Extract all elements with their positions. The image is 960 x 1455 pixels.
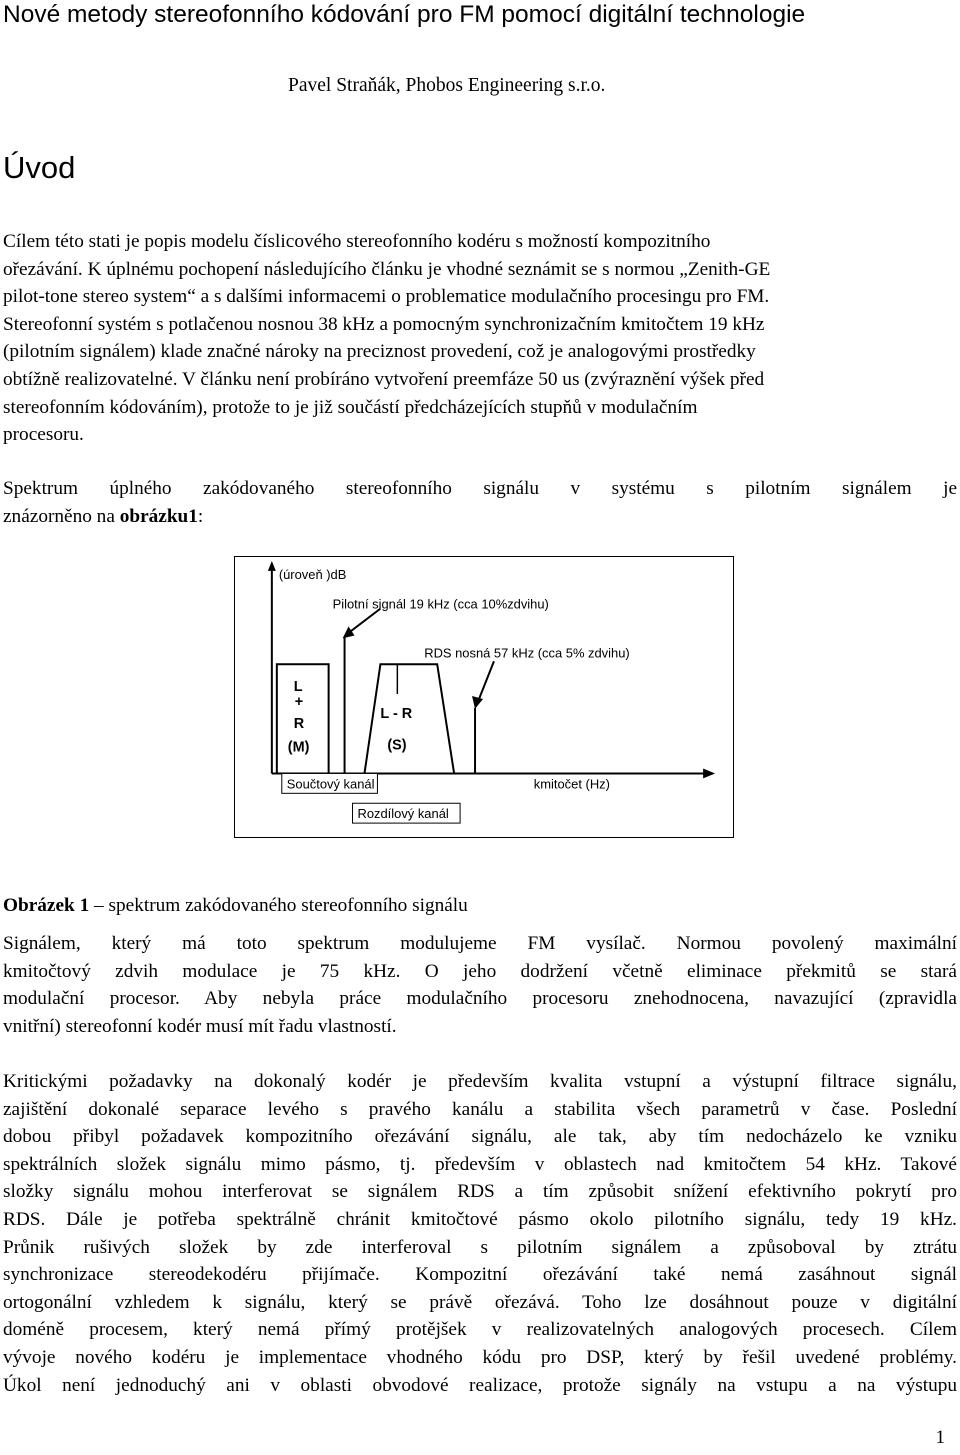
text-line: pilot-tone stereo system“ a s dalšími informacemi o problematice modulačního procesingu pro FM. bbox=[3, 286, 770, 308]
m-label: (M) bbox=[287, 739, 310, 756]
sum-l-label: L bbox=[293, 679, 303, 696]
text-line: Kritickými požadavky na dokonalý kodér je především kvalita vstupní a výstupní filtrace signálu, bbox=[3, 1071, 957, 1092]
text-line: Spektrum úplného zakódovaného stereofonního signálu v systému s pilotním signálem je bbox=[3, 478, 957, 499]
text-line: synchronizace stereodekodéru přijímače. Kompozitní ořezávání také nemá zasáhnout signál bbox=[3, 1264, 957, 1286]
figure-reference: obrázku1 bbox=[119, 505, 198, 527]
text-line: RDS. Dále je potřeba spektrálně chránit kmitočtové pásmo okolo pilotního signálu, tedy 19 kHz. bbox=[3, 1208, 957, 1230]
text-line: vývoje nového kodéru je implementace vhodného kódu pro DSP, který by řešil uvedené problémy. bbox=[3, 1346, 957, 1368]
text-line: (pilotním signálem) klade značné nároky na preciznost provedení, což je analogovými prostředky bbox=[3, 341, 756, 363]
section-heading: Úvod bbox=[3, 150, 76, 185]
text-line: složky signálu mohou interferovat se signálem RDS a tím způsobit snížení efektivního pokrytí pro bbox=[3, 1181, 957, 1203]
sum-plus-label: + bbox=[294, 693, 304, 710]
spectrum-paragraph bbox=[3, 475, 957, 530]
text-line: ortogonální vzhledem k signálu, který se právě ořezává. Toho lze dosáhnout pouze v digitální bbox=[3, 1291, 957, 1313]
text-line: Úkol není jednoduchý ani v oblasti obvodové realizace, protože signály na vstupu a na výstupu bbox=[3, 1374, 957, 1396]
text-line: modulační procesor. Aby nebyla práce modulačního procesoru znehodnocena, navazující (zpravidla bbox=[3, 988, 957, 1010]
level-axis-label: (úroveň )dB bbox=[278, 566, 347, 582]
text-line: obtížně realizovatelné. V článku není probíráno vytvoření preemfáze 50 us (zvýraznění výšek před bbox=[3, 368, 765, 390]
text-line: Stereofonní systém s potlačenou nosnou 38 kHz a pomocným synchronizačním kmitočtem 19 kHz bbox=[3, 313, 765, 335]
text-line: procesoru. bbox=[3, 424, 84, 446]
text-line: spektrálních složek signálu mimo pásmo, tj. především v oblastech nad kmitočtem 54 kHz. Takové bbox=[3, 1153, 957, 1175]
frequency-axis-label: kmitočet (Hz) bbox=[533, 776, 610, 792]
text-line: ořezávání. K úplnému pochopení následujícího článku je vhodné seznámit se s normou „Zenith-GE bbox=[3, 258, 771, 280]
text-line: Signálem, který má toto spektrum modulujeme FM vysílač. Normou povolený maximální bbox=[3, 933, 957, 954]
requirements-paragraph bbox=[3, 1068, 957, 1399]
intro-paragraph bbox=[3, 228, 957, 449]
modulation-paragraph bbox=[3, 930, 957, 1040]
text-line: dobou přibyl požadavek kompozitního ořezávání signálu, ale tak, aby tím nedocházelo ke vzniku bbox=[3, 1126, 957, 1148]
text-line: znázorněno na obrázku1: bbox=[3, 505, 204, 527]
difference-label: L - R bbox=[380, 705, 413, 722]
author-line: Pavel Straňák, Phobos Engineering s.r.o. bbox=[288, 75, 606, 96]
sum-channel-label: Součtový kanál bbox=[286, 776, 375, 792]
page-number: 1 bbox=[935, 1427, 945, 1448]
rds-carrier-label: RDS nosná 57 kHz (cca 5% zdvihu) bbox=[424, 645, 630, 661]
spectrum-figure bbox=[234, 556, 734, 838]
text-line: Průnik rušivých složek by zde interferoval s pilotním signálem a způsoboval by ztrátu bbox=[3, 1236, 957, 1258]
pilot-signal-label: Pilotní signál 19 kHz (cca 10%zdvihu) bbox=[332, 596, 549, 612]
caption-label: Obrázek 1 bbox=[3, 895, 90, 916]
text-line: kmitočtový zdvih modulace je 75 kHz. O jeho dodržení včetně eliminace překmitů se stará bbox=[3, 960, 957, 982]
text-line: doméně procesem, který nemá přímý protějšek v realizovatelných analogových procesech. Cílem bbox=[3, 1319, 957, 1341]
text-line: Cílem této stati je popis modelu číslicového stereofonního kodéru s možností kompozitního bbox=[3, 231, 711, 252]
figure-caption bbox=[3, 893, 468, 919]
text-line: vnitřní) stereofonní kodér musí mít řadu vlastností. bbox=[3, 1015, 397, 1037]
difference-channel-label: Rozdílový kanál bbox=[357, 806, 449, 822]
s-label: (S) bbox=[387, 737, 407, 754]
caption-text: – spektrum zakódovaného stereofonního signálu bbox=[89, 895, 468, 916]
text-line: stereofonním kódováním), protože to je již součástí předcházejících stupňů v modulačním bbox=[3, 396, 698, 418]
sum-r-label: R bbox=[293, 715, 305, 732]
document-title: Nové metody stereofonního kódování pro FM pomocí digitální technologie bbox=[3, 1, 806, 28]
text-line: zajištění dokonalé separace levého s pravého kanálu a stabilita všech parametrů v čase. Poslední bbox=[3, 1098, 957, 1120]
